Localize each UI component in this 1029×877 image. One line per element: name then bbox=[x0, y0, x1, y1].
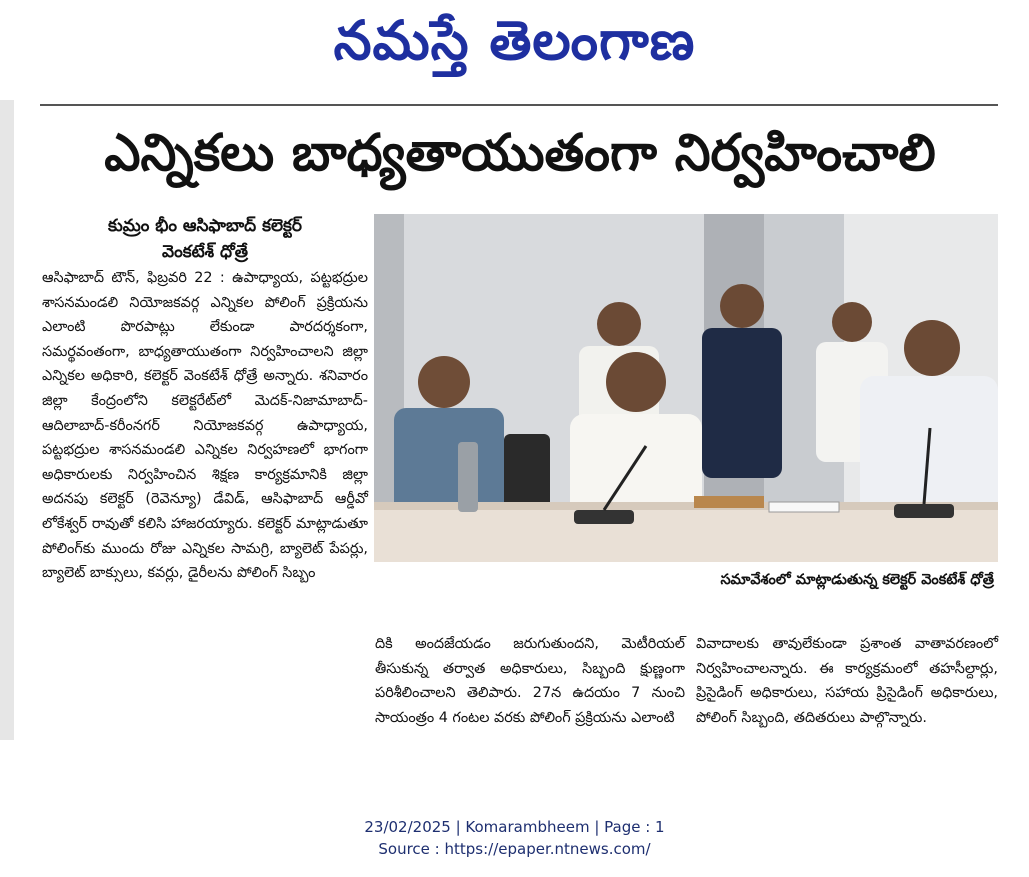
left-margin-strip bbox=[0, 100, 14, 740]
article-text-3: వివాదాలకు తావులేకుండా ప్రశాంత వాతావరణంలో నిర్వహించాలన్నారు. ఈ కార్యక్రమంలో తహసీల్దార్లు, ప్రిసైడింగ్ అధికారులు, సహాయ ప్రిసైడింగ్ అధికారులు, పోలింగ్ సిబ్బంది, తదితరులు పాల్గొన్నారు. bbox=[696, 636, 998, 726]
article-column-2 bbox=[375, 632, 685, 730]
masthead-rule bbox=[40, 104, 998, 106]
byline-title: కుమ్రం భీం ఆసిఫాబాద్ కలెక్టర్ bbox=[108, 216, 302, 236]
meeting-photo bbox=[374, 214, 998, 562]
photo-caption: సమావేశంలో మాట్లాడుతున్న కలెక్టర్ వెంకటేశ్ ధోత్రే bbox=[720, 572, 994, 588]
page-footer-date: 23/02/2025 | Komarambheem | Page : 1 bbox=[364, 818, 665, 836]
page-footer-source: Source : https://epaper.ntnews.com/ bbox=[378, 840, 651, 858]
article-text-1: ఆసిఫాబాద్ టౌన్, ఫిబ్రవరి 22 : ఉపాధ్యాయ, పట్టభద్రుల శాసనమండలి నియోజకవర్గ ఎన్నికల పోలింగ్ ప్రక్రియను ఎలాంటి పొరపాట్లు లేకుండా పారదర్శకంగా, సమర్థవంతంగా, బాధ్యతాయుతంగా నిర్వహించాలని జిల్లా ఎన్నికల అధికారి, కలెక్టర్ వెంకటేశ్ ధోత్రే అన్నారు. శనివారం జిల్లా కేంద్రంలోని కలెక్టరేట్‌లో మెదక్-నిజామాబాద్-ఆదిలాబాద్-కరీంనగర్ నియోజకవర్గ ఉపాధ్యాయ, పట్టభద్రుల శాసనమండలి ఎన్నికల నిర్వహణలో భాగంగా అధికారులకు నిర్వహించిన శిక్షణ కార్యక్రమానికి జిల్లా అదనపు కలెక్టర్ (రెవెన్యూ) డేవిడ్, ఆసిఫాబాద్ ఆర్డీవో లోకేశ్వర్ రావుతో కలిసి హాజరయ్యారు. కలెక్టర్ మాట్లాడుతూ పోలింగ్‌కు ముందు రోజు ఎన్నికల సామగ్రి, బ్యాలెట్ పేపర్లు, బ్యాలెట్ బాక్సులు, కవర్లు, డైరీలను పోలింగ్ సిబ్బం bbox=[42, 270, 368, 582]
newspaper-masthead: నమస్తే తెలంగాణ bbox=[333, 9, 696, 72]
article-column-1 bbox=[42, 266, 368, 586]
byline-name: వెంకటేశ్ ధోత్రే bbox=[162, 242, 248, 262]
article-text-2: దికి అందజేయడం జరుగుతుందని, మెటీరియల్ తీసుకున్న తర్వాత అధికారులు, సిబ్బంది క్షుణ్ణంగా పరిశీలించాలని తెలిపారు. 27న ఉదయం 7 నుంచి సాయంత్రం 4 గంటల వరకు పోలింగ్ ప్రక్రియను ఎలాంటి bbox=[375, 636, 685, 726]
article-headline: ఎన్నికలు బాధ్యతాయుతంగా నిర్వహించాలి bbox=[104, 124, 936, 183]
article-column-3 bbox=[696, 632, 998, 730]
meeting-photo-illustration bbox=[374, 214, 998, 562]
